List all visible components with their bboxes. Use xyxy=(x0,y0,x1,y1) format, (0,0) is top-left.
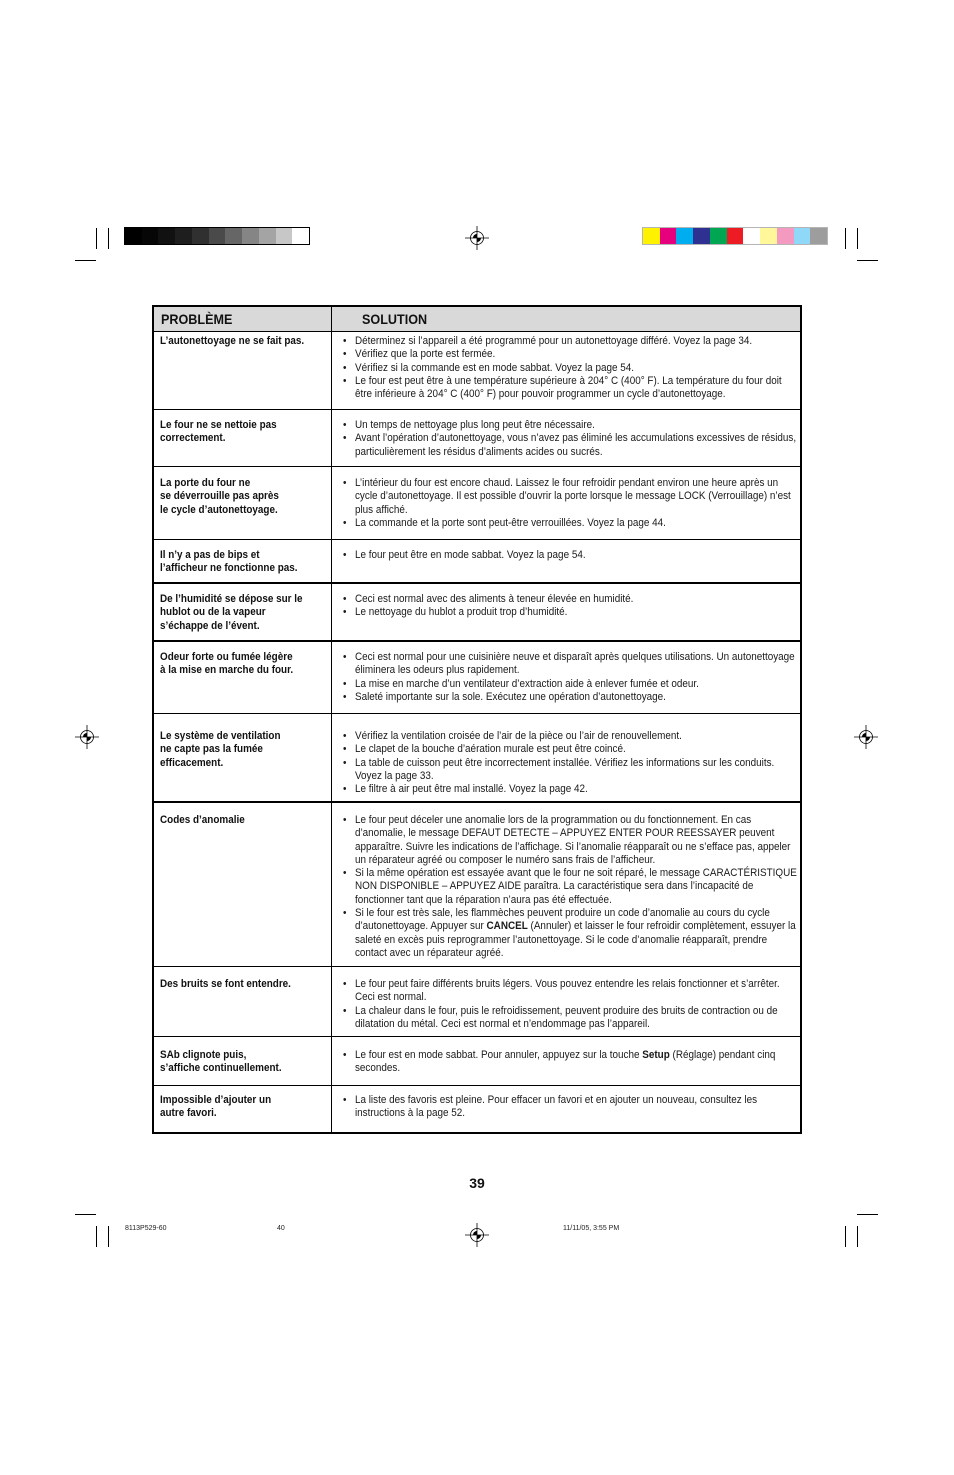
color-swatch xyxy=(676,228,693,244)
table-row xyxy=(154,1086,800,1132)
solution-bullet: • Le four peut faire différents bruits légers. Vous pouvez entendre les relais fonctionner et s’arrêter. Ceci est normal. xyxy=(343,978,798,1005)
crop-mark xyxy=(845,1226,846,1247)
solution-bullet: • Le nettoyage du hublot a produit trop d’humidité. xyxy=(343,606,798,619)
crop-mark xyxy=(96,228,97,249)
crop-mark xyxy=(96,1226,97,1247)
color-swatch xyxy=(660,228,677,244)
key-label: CANCEL xyxy=(486,920,528,933)
solution-bullet: • L’intérieur du four est encore chaud. Laissez le four refroidir pendant environ une heure après un cycle d’autonettoyage. Il est possible d’ouvrir la porte lorsque le message LOCK (Verrouillage) n’est plus affiché. xyxy=(343,477,798,517)
key-label: Setup xyxy=(642,1049,670,1061)
footer-job-code: 8113P529-60 xyxy=(125,1225,167,1232)
color-bar xyxy=(643,228,827,244)
table-row xyxy=(154,714,800,803)
solution-cell xyxy=(332,332,848,409)
solution-list xyxy=(343,978,798,1031)
solution-cell xyxy=(332,540,848,582)
solution-bullet: • Si la même opération est essayée avant que le four ne soit réparé, le message CARACTÉRISTIQUE NON DISPONIBLE – APPUYEZ AIDE paraîtra. La caractéristique sera dans l’incapacité de fonctionner tant que la réparation n’aura pas été effectuée. xyxy=(343,867,798,907)
table-row xyxy=(154,467,800,540)
crop-mark xyxy=(857,260,878,261)
footer-page: 40 xyxy=(277,1225,285,1232)
solution-list xyxy=(343,1094,798,1121)
solution-bullet: • La table de cuisson peut être incorrectement installée. Vérifiez les informations sur les conduits. Voyez la page 33. xyxy=(343,757,798,784)
solution-bullet: • Vérifiez que la porte est fermée. xyxy=(343,348,798,361)
solution-text: (Annuler) et laisser le four refroidir complètement, essuyer la saleté en excès puis reprogrammer l’autonettoyage. Si le code d’anomalie réapparaît, prendre contact avec un réparateur agréé. xyxy=(354,920,796,959)
registration-mark-icon xyxy=(465,1223,489,1247)
header-cell-problem xyxy=(154,307,332,331)
problem-cell xyxy=(154,967,332,1036)
crop-mark xyxy=(857,228,858,249)
solution-cell xyxy=(332,642,848,713)
solution-list xyxy=(343,593,798,620)
table-row xyxy=(154,967,800,1037)
registration-mark-icon xyxy=(465,226,489,250)
page-number: 39 xyxy=(469,1175,485,1191)
solution-list xyxy=(343,549,798,562)
gray-swatch xyxy=(125,228,142,244)
color-swatch xyxy=(810,228,827,244)
table-row xyxy=(154,540,800,584)
footer-timestamp: 11/11/05, 3:55 PM xyxy=(563,1225,620,1232)
table-row xyxy=(154,584,800,642)
solution-list xyxy=(343,477,798,530)
color-swatch xyxy=(643,228,660,244)
solution-bullet: • Le four est peut être à une température supérieure à 204° C (400° F). La température du four doit être inférieure à 204° C (400° F) pour pouvoir programmer un cycle d’autonettoyage. xyxy=(343,375,798,402)
solution-bullet xyxy=(343,907,798,960)
solution-bullet: • Le four peut être en mode sabbat. Voyez la page 54. xyxy=(343,549,798,562)
gray-swatch xyxy=(175,228,192,244)
color-swatch xyxy=(794,228,811,244)
solution-bullet: • Vérifiez la ventilation croisée de l’air de la pièce ou l’air de renouvellement. xyxy=(343,730,798,743)
solution-cell xyxy=(332,1086,848,1132)
problem-cell xyxy=(154,1037,332,1085)
solution-text: Le four est en mode sabbat. Pour annuler, appuyez sur la touche xyxy=(354,1049,643,1061)
gray-swatch xyxy=(292,228,309,244)
solution-text: (Réglage) pendant cinq secondes. xyxy=(354,1049,776,1075)
problem-cell xyxy=(154,642,332,713)
solution-bullet: • Un temps de nettoyage plus long peut être nécessaire. xyxy=(343,419,798,432)
solution-bullet xyxy=(343,1049,798,1076)
solution-bullet: • Ceci est normal avec des aliments à teneur élevée en humidité. xyxy=(343,593,798,606)
problem-cell xyxy=(154,584,332,640)
registration-mark-icon xyxy=(75,725,99,749)
solution-bullet: • Le filtre à air peut être mal installé. Voyez la page 42. xyxy=(343,783,798,796)
color-swatch xyxy=(693,228,710,244)
solution-bullet: • Vérifiez si la commande est en mode sabbat. Voyez la page 54. xyxy=(343,362,798,375)
gray-swatch xyxy=(209,228,226,244)
table-header xyxy=(154,307,800,332)
color-swatch xyxy=(760,228,777,244)
solution-list xyxy=(343,1049,798,1076)
gray-swatch xyxy=(259,228,276,244)
troubleshooting-table xyxy=(152,305,802,1134)
problem-text: Des bruits se font entendre. xyxy=(160,978,291,990)
problem-text: La porte du four ne se déverrouille pas après le cycle d’autonettoyage. xyxy=(160,477,279,516)
table-row xyxy=(154,410,800,467)
problem-text: Odeur forte ou fumée légère à la mise en marche du four. xyxy=(160,651,294,677)
solution-bullet: • La liste des favoris est pleine. Pour effacer un favori et en ajouter un nouveau, consultez les instructions à la page 52. xyxy=(343,1094,798,1121)
problem-text: L’autonettoyage ne se fait pas. xyxy=(160,335,305,347)
gray-swatch xyxy=(225,228,242,244)
table-row xyxy=(154,1037,800,1086)
solution-bullet: • Avant l’opération d’autonettoyage, vous n’avez pas éliminé les accumulations excessives de résidus, particulièrement les résidus d’aliments acides ou sucrés. xyxy=(343,432,798,459)
color-swatch xyxy=(727,228,744,244)
solution-bullet: • Ceci est normal pour une cuisinière neuve et disparaît après quelques utilisations. Un autonettoyage éliminera les odeurs plus rapidement. xyxy=(343,651,798,678)
gray-swatch xyxy=(192,228,209,244)
solution-cell xyxy=(332,467,848,539)
problem-text: Codes d’anomalie xyxy=(160,814,245,826)
color-swatch xyxy=(743,228,760,244)
column-header-problem: PROBLÈME xyxy=(161,311,233,327)
solution-cell xyxy=(332,1037,848,1085)
solution-list xyxy=(343,651,798,704)
grayscale-bar xyxy=(125,228,309,244)
problem-text: Il n’y a pas de bips et l’afficheur ne fonctionne pas. xyxy=(160,549,298,575)
problem-text: Impossible d’ajouter un autre favori. xyxy=(160,1094,272,1120)
solution-cell xyxy=(332,967,848,1036)
solution-bullet: • La commande et la porte sont peut-être verrouillées. Voyez la page 44. xyxy=(343,517,798,530)
crop-mark xyxy=(108,1226,109,1247)
problem-text: Le système de ventilation ne capte pas la fumée efficacement. xyxy=(160,730,281,769)
solution-bullet: • La mise en marche d’un ventilateur d’extraction aide à enlever fumée et odeur. xyxy=(343,678,798,691)
problem-cell xyxy=(154,540,332,582)
problem-cell xyxy=(154,332,332,409)
solution-bullet: • La chaleur dans le four, puis le refroidissement, peuvent produire des bruits de contraction ou de dilatation du métal. Ceci est normal et n’endommage pas l’appareil. xyxy=(343,1005,798,1032)
problem-cell xyxy=(154,410,332,466)
problem-cell xyxy=(154,803,332,966)
header-cell-solution xyxy=(332,307,800,331)
table-row xyxy=(154,803,800,967)
problem-text: De l’humidité se dépose sur le hublot ou de la vapeur s’échappe de l’évent. xyxy=(160,593,303,632)
problem-cell xyxy=(154,714,332,801)
color-swatch xyxy=(710,228,727,244)
solution-cell xyxy=(332,714,848,801)
gray-swatch xyxy=(276,228,293,244)
problem-cell xyxy=(154,1086,332,1132)
solution-text: Si le four est très sale, les flammèches peuvent produire un code d’anomalie au cours du cycle d’autonettoyage. Appuyer sur xyxy=(354,907,770,933)
solution-list xyxy=(343,814,798,960)
table-row xyxy=(154,642,800,714)
color-swatch xyxy=(777,228,794,244)
solution-list xyxy=(343,335,798,401)
column-header-solution: SOLUTION xyxy=(362,311,428,327)
gray-swatch xyxy=(242,228,259,244)
crop-mark xyxy=(108,228,109,249)
problem-text: SAb clignote puis, s’affiche continuellement. xyxy=(160,1049,282,1075)
solution-cell xyxy=(332,803,848,966)
crop-mark xyxy=(75,260,96,261)
crop-mark xyxy=(857,1214,878,1215)
gray-swatch xyxy=(142,228,159,244)
problem-cell xyxy=(154,467,332,539)
solution-list xyxy=(343,730,798,796)
solution-cell xyxy=(332,584,848,640)
crop-mark xyxy=(75,1214,96,1215)
solution-list xyxy=(343,419,798,459)
solution-bullet: • Le clapet de la bouche d’aération murale est peut être coincé. xyxy=(343,743,798,756)
solution-bullet: • Le four peut déceler une anomalie lors de la programmation ou du fonctionnement. En cas d’anomalie, le message DEFAUT DETECTE – APPUYEZ ENTER POUR REESSAYER peuvent apparaître. Suivre les indications de l’affichage. Si l’anomalie réapparaît ou ne s’efface pas, appeler un réparateur agréé ou composer le numéro sans frais de l’afficheur. xyxy=(343,814,798,867)
solution-bullet: • Déterminez si l’appareil a été programmé pour un autonettoyage différé. Voyez la page 34. xyxy=(343,335,798,348)
table-row xyxy=(154,332,800,410)
crop-mark xyxy=(845,228,846,249)
problem-text: Le four ne se nettoie pas correctement. xyxy=(160,419,277,445)
gray-swatch xyxy=(158,228,175,244)
solution-bullet: • Saleté importante sur la sole. Exécutez une opération d’autonettoyage. xyxy=(343,691,798,704)
solution-cell xyxy=(332,410,848,466)
registration-mark-icon xyxy=(854,725,878,749)
crop-mark xyxy=(857,1226,858,1247)
